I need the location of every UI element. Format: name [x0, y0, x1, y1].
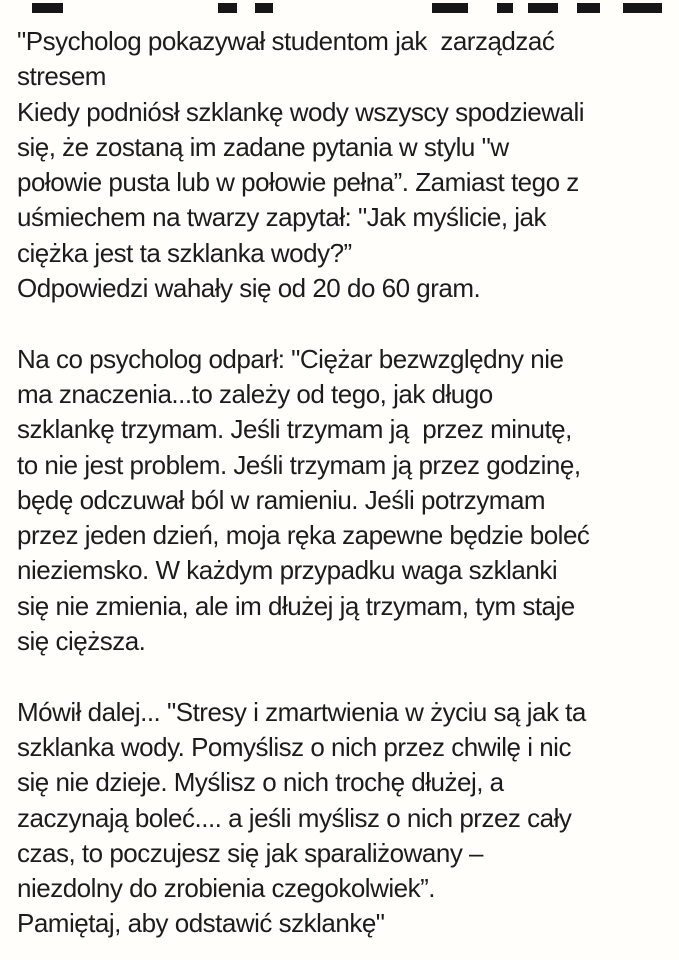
text-line: stresem — [17, 61, 106, 92]
text-line: połowie pusta lub w połowie pełna”. Zamiast tego z — [17, 167, 579, 198]
text-line: szklanka wody. Pomyślisz o nich przez chwilę i nic — [17, 731, 571, 762]
header-fragment — [623, 3, 662, 13]
text-line: przez jeden dzień, moja ręka zapewne będzie boleć — [17, 520, 590, 551]
header-fragment — [218, 3, 237, 13]
text-line: Na co psycholog odparł: "Ciężar bezwzględny nie — [17, 343, 564, 374]
blank-line — [17, 306, 675, 341]
text-line: Pamiętaj, aby odstawić szklankę" — [17, 908, 385, 939]
text-line: Kiedy podniósł szklankę wody wszyscy spodziewali — [17, 96, 585, 127]
header-fragment — [432, 3, 468, 13]
text-line: nieziemsko. W każdym przypadku waga szklanki — [17, 555, 558, 586]
header-fragment — [528, 3, 558, 13]
header-fragment — [32, 3, 63, 13]
text-line: Mówił dalej... "Stresy i zmartwienia w życiu są jak ta — [17, 696, 586, 727]
text-line: niezdolny do zrobienia czegokolwiek”. — [17, 873, 435, 904]
text-line: będę odczuwał ból w ramieniu. Jeśli potrzymam — [17, 484, 546, 515]
text-line: się nie zmienia, ale im dłużej ją trzymam, tym staje — [17, 590, 575, 621]
text-body — [17, 24, 675, 942]
text-line: się cięższa. — [17, 626, 146, 657]
header-fragment — [577, 3, 600, 13]
text-line: uśmiechem na twarzy zapytał: "Jak myślicie, jak — [17, 202, 547, 233]
text-line: szklankę trzymam. Jeśli trzymam ją przez minutę, — [17, 414, 572, 445]
text-line: "Psycholog pokazywał studentom jak zarządzać — [17, 26, 555, 56]
text-line: się nie dzieje. Myślisz o nich trochę dłużej, a — [17, 767, 504, 798]
text-line: ciężka jest ta szklanka wody?” — [17, 237, 352, 268]
text-line: Odpowiedzi wahały się od 20 do 60 gram. — [17, 273, 481, 304]
text-line: się, że zostaną im zadane pytania w stylu "w — [17, 131, 509, 162]
blank-line — [17, 659, 675, 694]
text-line: zaczynają boleć.... a jeśli myślisz o nich przez cały — [17, 802, 572, 833]
header-fragment — [497, 3, 513, 13]
text-line: ma znaczenia...to zależy od tego, jak długo — [17, 378, 493, 409]
header-fragment — [255, 3, 273, 13]
text-line: to nie jest problem. Jeśli trzymam ją przez godzinę, — [17, 449, 581, 480]
text-line: czas, to poczujesz się jak sparaliżowany – — [17, 837, 484, 868]
cropped-header-remnant — [0, 0, 679, 16]
